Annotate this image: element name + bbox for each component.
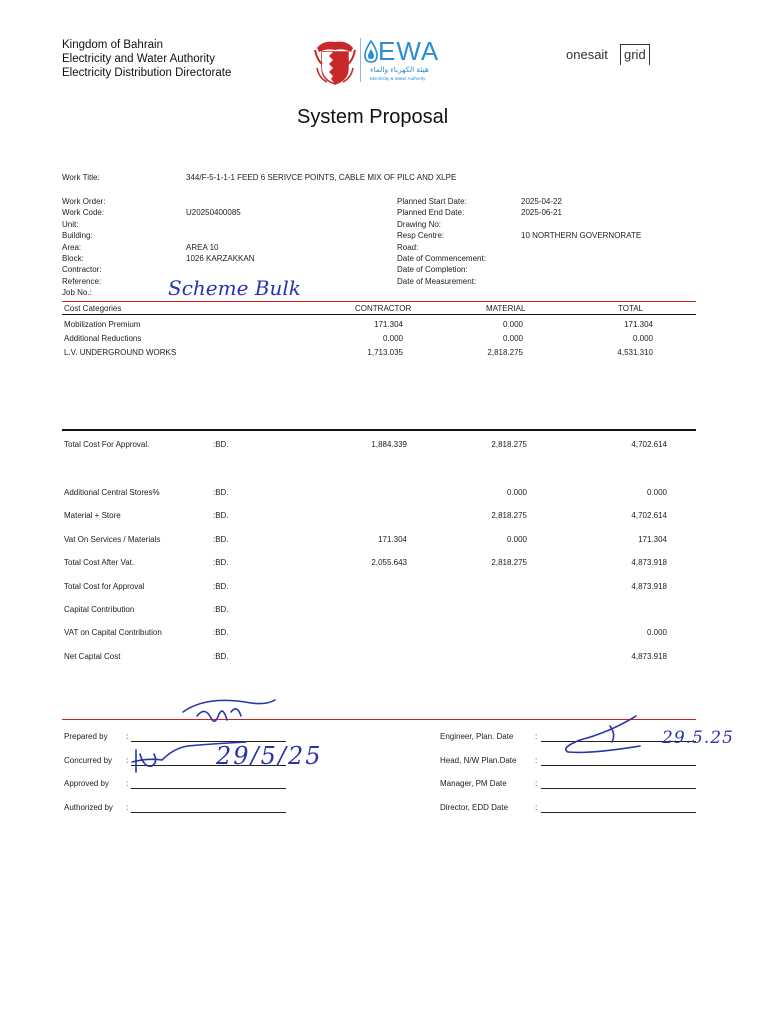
work-field-label: Block:: [62, 254, 84, 263]
org-name-line-3: Electricity Distribution Directorate: [62, 67, 232, 79]
work-field-value: 10 NORTHERN GOVERNORATE: [521, 231, 642, 241]
material-cell: 0.000: [506, 488, 527, 497]
summary-label: Total Cost After Vat.: [64, 558, 135, 568]
bahrain-emblem-logo: [313, 38, 357, 86]
work-field-label: Resp Centre:: [397, 231, 445, 241]
work-field-label: Planned Start Date:: [397, 197, 467, 206]
page-title: System Proposal: [297, 106, 449, 128]
summary-row: [0, 488, 768, 500]
org-name-line-2: Electricity and Water Authority: [62, 53, 215, 65]
org-name-line-1: Kingdom of Bahrain: [62, 39, 164, 51]
signature-line[interactable]: [541, 812, 696, 813]
signatory-label: Engineer, Plan. Date: [440, 732, 514, 741]
signature-line[interactable]: [541, 765, 696, 766]
signature-line[interactable]: [131, 788, 286, 789]
logo-divider: [360, 38, 361, 82]
contractor-cell: 2,055.643: [371, 558, 407, 568]
signatory-label: Concurred by: [64, 755, 113, 765]
work-field-value: 2025-06-21: [521, 208, 562, 218]
total-cell: 4,531.310: [617, 348, 653, 357]
signatory-label: Director, EDD Date: [440, 802, 509, 812]
summary-label: Capital Contribution: [64, 605, 135, 614]
work-title-label: Work Title:: [62, 173, 100, 182]
work-field-label: Work Order:: [62, 197, 106, 206]
table-row: [0, 334, 768, 346]
cost-header-top-rule: [62, 301, 696, 302]
handwritten-concurred-mark: [128, 738, 248, 778]
signatory-colon: :: [126, 802, 129, 812]
signatory-colon: :: [535, 802, 538, 812]
total-cell: 0.000: [646, 628, 667, 638]
col-header-material: MATERIAL: [486, 304, 526, 313]
cost-header-bottom-rule: [62, 314, 696, 315]
work-field-label: Job No.:: [62, 288, 92, 298]
material-cell: 2,818.275: [491, 440, 527, 449]
cost-category-cell: L.V. UNDERGROUND WORKS: [64, 348, 177, 357]
currency-label: :BD.: [213, 488, 229, 497]
currency-label: :BD.: [213, 440, 229, 449]
handwritten-reference: Scheme Bulk: [168, 276, 301, 300]
material-cell: 2,818.275: [487, 348, 523, 357]
total-for-approval-row: [0, 440, 768, 452]
summary-label: Net Captal Cost: [64, 651, 121, 661]
work-field-label: Building:: [62, 231, 93, 241]
signatory-colon: :: [535, 732, 538, 741]
contractor-cell: 1,713.035: [367, 348, 403, 357]
work-field-value: 2025-04-22: [521, 197, 562, 206]
signatory-colon: :: [535, 779, 538, 788]
total-cell: 0.000: [632, 334, 653, 343]
cost-category-cell: Additional Reductions: [64, 334, 142, 343]
contractor-cell: 0.000: [382, 334, 403, 343]
summary-label: Total Cost For Approval.: [64, 440, 150, 449]
signatory-colon: :: [535, 755, 538, 765]
signature-line[interactable]: [131, 812, 286, 813]
work-field-label: Date of Measurement:: [397, 276, 477, 286]
water-drop-icon: [364, 40, 378, 64]
summary-label: Total Cost for Approval: [64, 581, 145, 591]
summary-row: [0, 628, 768, 640]
handwritten-signature-engineer: [540, 712, 650, 762]
material-cell: 0.000: [502, 334, 523, 343]
currency-label: :BD.: [213, 651, 229, 661]
work-field-label: Reference:: [62, 276, 102, 286]
currency-label: :BD.: [213, 511, 229, 521]
summary-row: [0, 511, 768, 523]
work-title-value: 344/F-5-1-1-1 FEED 6 SERIVCE POINTS, CABLE MIX OF PILC AND XLPE: [186, 173, 457, 182]
col-header-category: Cost Categories: [64, 304, 122, 313]
signatory-label: Authorized by: [64, 802, 113, 812]
work-field-label: Unit:: [62, 219, 79, 229]
material-cell: 0.000: [506, 534, 527, 544]
summary-label: Material + Store: [64, 511, 121, 521]
total-cell: 171.304: [624, 320, 653, 329]
work-field-value: U20250400085: [186, 208, 241, 218]
signatory-colon: :: [126, 732, 129, 741]
table-row: [0, 320, 768, 332]
work-field-label: Drawing No:: [397, 219, 442, 229]
onesait-grid-logo: [566, 44, 676, 68]
total-top-rule: [62, 429, 696, 431]
ewa-logo-arabic: هيئة الكهرباء والماء: [370, 65, 429, 74]
summary-row: [0, 605, 768, 617]
summary-row: [0, 558, 768, 570]
col-header-contractor: CONTRACTOR: [355, 304, 412, 313]
work-field-label: Contractor:: [62, 265, 102, 275]
currency-label: :BD.: [213, 534, 229, 544]
work-field-label: Date of Commencement:: [397, 254, 486, 263]
handwritten-concurred-date: 29/5/25: [216, 742, 323, 770]
total-cell: 0.000: [646, 488, 667, 497]
summary-row: [0, 582, 768, 594]
contractor-cell: 171.304: [374, 320, 403, 329]
work-field-value: AREA 10: [186, 242, 219, 252]
handwritten-engineer-date: 29.5.25: [662, 728, 734, 748]
currency-label: :BD.: [213, 581, 229, 591]
total-cell: 4,702.614: [631, 511, 667, 521]
currency-label: :BD.: [213, 605, 229, 614]
onesait-logo-text: onesait: [566, 47, 608, 62]
work-field-label: Area:: [62, 242, 82, 252]
signatory-label: Head, N/W Plan.Date: [440, 755, 517, 765]
work-field-label: Road:: [397, 242, 419, 252]
ewa-logo-english: Electricity & Water Authority: [370, 76, 426, 81]
grid-logo-text: grid: [624, 47, 646, 62]
col-header-total: TOTAL: [618, 304, 644, 313]
total-cell: 4,702.614: [631, 440, 667, 449]
cost-category-cell: Mobilization Premium: [64, 320, 141, 329]
total-cell: 4,873.918: [631, 558, 667, 568]
work-field-label: Work Code:: [62, 208, 105, 218]
material-cell: 2,818.275: [491, 558, 527, 568]
contractor-cell: 171.304: [378, 534, 407, 544]
work-field-label: Planned End Date:: [397, 208, 465, 218]
summary-label: VAT on Capital Contribution: [64, 628, 162, 638]
table-row: [0, 348, 768, 360]
summary-label: Vat On Services / Materials: [64, 534, 161, 544]
work-field-value: 1026 KARZAKKAN: [186, 254, 255, 263]
summary-label: Additional Central Stores%: [64, 488, 160, 497]
signatory-label: Approved by: [64, 779, 109, 788]
signatory-label: Prepared by: [64, 732, 108, 741]
signatory-colon: :: [126, 779, 129, 788]
signatory-label: Manager, PM Date: [440, 779, 507, 788]
total-cell: 4,873.918: [631, 651, 667, 661]
signature-line[interactable]: [541, 788, 696, 789]
material-cell: 0.000: [502, 320, 523, 329]
contractor-cell: 1,884.339: [371, 440, 407, 449]
ewa-logo-text: EWA: [378, 36, 440, 66]
ewa-logo: [364, 36, 454, 86]
total-cell: 171.304: [638, 534, 667, 544]
total-cell: 4,873.918: [631, 581, 667, 591]
work-field-label: Date of Completion:: [397, 265, 468, 275]
currency-label: :BD.: [213, 558, 229, 568]
material-cell: 2,818.275: [491, 511, 527, 521]
summary-row: [0, 652, 768, 664]
currency-label: :BD.: [213, 628, 229, 638]
signatory-colon: :: [126, 755, 129, 765]
summary-row: [0, 535, 768, 547]
